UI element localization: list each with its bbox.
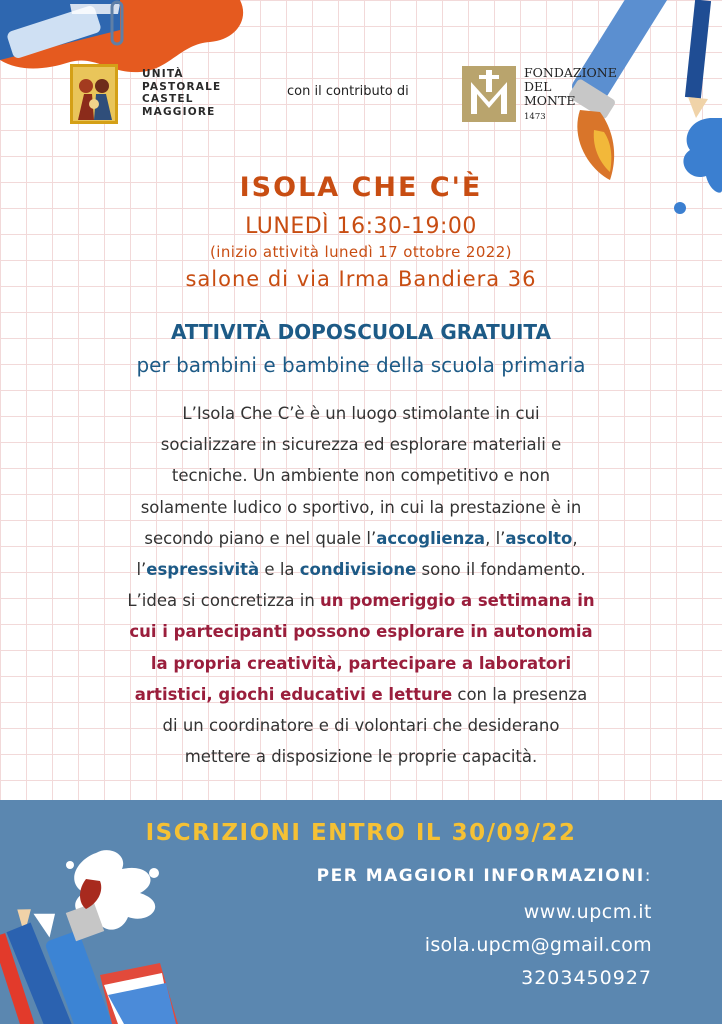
phone-number[interactable]: 3203450927 (521, 967, 652, 989)
description-line (60, 554, 662, 585)
highlight-accoglienza: accoglienza (376, 528, 486, 548)
description-line: cui i partecipanti possono esplorare in autonomia (129, 622, 593, 642)
event-start-date: (inizio attività lunedì 17 ottobre 2022) (210, 243, 512, 261)
parish-logo-icon (70, 64, 118, 124)
activity-title: ATTIVITÀ DOPOSCUOLA GRATUITA (171, 320, 551, 344)
contribution-label: con il contributo di (287, 84, 409, 99)
event-title: ISOLA CHE C'È (239, 172, 483, 203)
description-text: l’ (136, 560, 147, 580)
highlight-condivisione: condivisione (299, 560, 417, 580)
description-line (60, 523, 662, 554)
foundation-year: 1473 (524, 112, 546, 122)
description-text: secondo piano e nel quale l’ (144, 528, 377, 548)
info-heading-label: PER MAGGIORI INFORMAZIONI (316, 866, 645, 886)
registration-deadline: ISCRIZIONI ENTRO IL 30/09/22 (145, 820, 577, 846)
description-line: socializzare in sicurezza ed esplorare materiali e (160, 435, 562, 455)
info-heading-colon: : (644, 866, 652, 886)
foundation-name-line: DEL (524, 79, 552, 94)
highlight-activities: artistici, giochi educativi e letture (134, 684, 453, 704)
foundation-logo-icon (462, 66, 516, 122)
highlight-ascolto: ascolto (505, 528, 573, 548)
parish-name-line: MAGGIORE (142, 105, 216, 118)
parish-name (142, 68, 252, 118)
header (0, 58, 722, 138)
foundation-name-line: MONTE (524, 93, 576, 108)
pencils-decoration-bottom-left (0, 845, 200, 1024)
parish-name-line: PASTORALE (142, 80, 222, 93)
event-time: LUNEDÌ 16:30-19:00 (245, 214, 477, 239)
description-text: e la (259, 560, 300, 580)
description-text: L’idea si concretizza in (127, 591, 321, 611)
description (60, 398, 662, 772)
highlight-espressivita: espressività (146, 560, 260, 580)
description-text: , l’ (485, 528, 506, 548)
description-line: solamente ludico o sportivo, in cui la prestazione è in (140, 497, 582, 517)
parish-name-line: UNITÀ (142, 68, 184, 80)
description-line: di un coordinatore e di volontari che desiderano (162, 716, 560, 736)
description-line (60, 585, 662, 616)
description-line: mettere a disposizione le proprie capacità. (184, 747, 538, 767)
event-location: salone di via Irma Bandiera 36 (185, 267, 537, 291)
foundation-name (524, 66, 617, 124)
foundation-name-line: FONDAZIONE (524, 65, 617, 80)
parish-name-line: CASTEL (142, 93, 194, 105)
description-line: L’Isola Che C’è è un luogo stimolante in cui (182, 404, 540, 423)
description-text: sono il fondamento. (416, 560, 586, 580)
description-line (60, 679, 662, 710)
info-heading (232, 866, 652, 886)
description-text: , (572, 528, 578, 548)
email-link[interactable]: isola.upcm@gmail.com (424, 934, 652, 956)
description-line: la propria creatività, partecipare a laboratori (150, 653, 572, 673)
highlight-afternoon: un pomeriggio a settimana in (320, 591, 595, 611)
description-line: tecniche. Un ambiente non competitivo e non (171, 466, 551, 486)
description-text: con la presenza (452, 684, 588, 704)
activity-subtitle: per bambini e bambine della scuola primaria (136, 353, 586, 377)
website-link[interactable]: www.upcm.it (523, 901, 652, 923)
